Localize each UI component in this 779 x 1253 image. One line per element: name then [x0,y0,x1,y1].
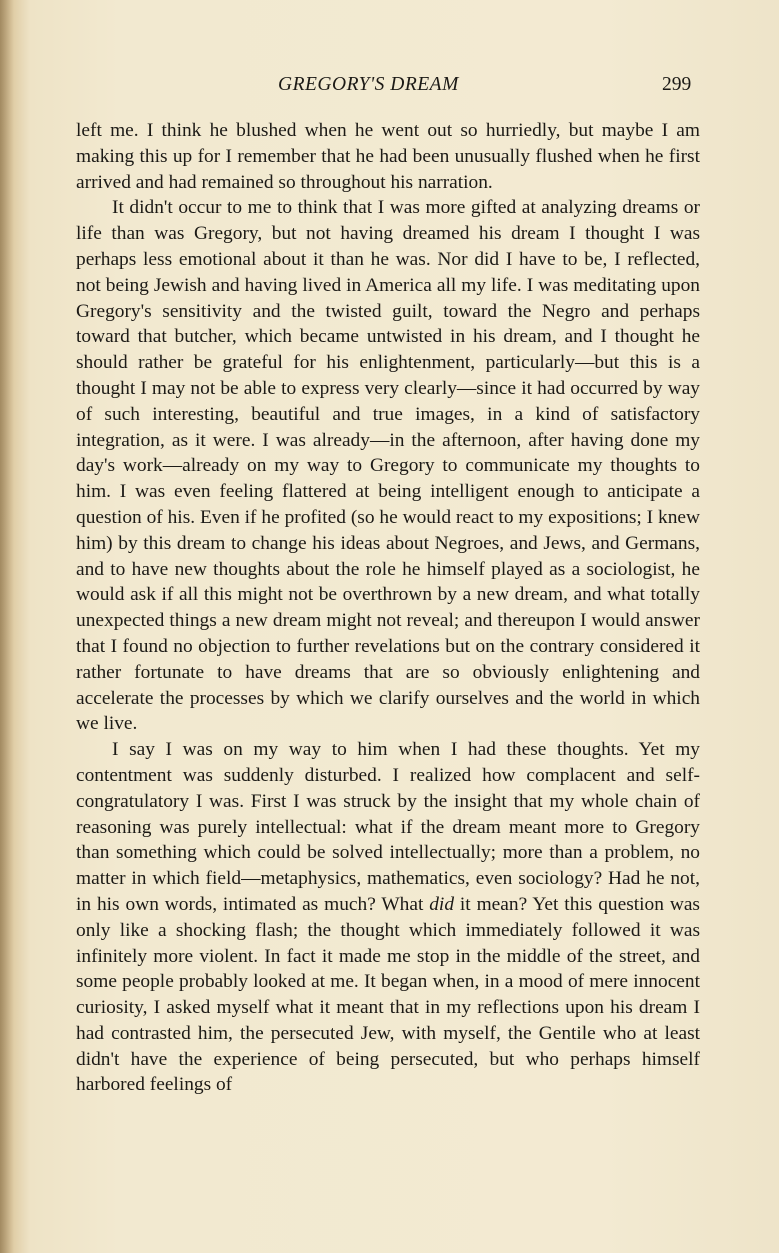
binding-gutter [0,0,14,1253]
paragraph-1: left me. I think he blushed when he went out so hurriedly, but maybe I am making this up for I remember that he had been unusually flushed when he first arrived and had remained so throughout his narration. [76,120,700,193]
paragraph-3 [76,737,700,1098]
paragraph-3-italic-word: did [429,893,455,915]
paragraph-3-text-b: it mean? Yet this question was only like a shocking flash; the thought which immediately followed it was infinitely more violent. In fact it made me stop in the middle of the street, and some people probably looked at me. It began when, in a mood of mere innocent curiosity, I asked myself what it meant that in my reflections upon his dream I had contrasted him, the persecuted Jew, with myself, the Gentile who at least didn't have the experience of being persecuted, but who perhaps himself harbored feelings of [76,893,700,1096]
paragraph-2: It didn't occur to me to think that I was more gifted at analyzing dreams or life than was Gregory, but not having dreamed his dream I thought I was perhaps less emotional about it than he was. Nor did I have to be, I reflected, not being Jewish and having lived in America all my life. I was meditating upon Gregory's sensitivity and the twisted guilt, toward the Negro and perhaps toward that butcher, which became untwisted in his dream, and I thought he should rather be grateful for his enlightenment, particularly—but this is a thought I may not be able to express very clearly—since it had occurred by way of such interesting, beautiful and true images, in a kind of satisfactory integration, as it were. I was already—in the afternoon, after having done my day's work—already on my way to Gregory to communicate my thoughts to him. I was even feeling flattered at being intelligent enough to anticipate a question of his. Even if he profited (so he would react to my expositions; I knew him) by this dream to change his ideas about Negroes, and Jews, and Germans, and to have new thoughts about the role he himself played as a sociologist, he would ask if all this might not be overthrown by a new dream, and what totally unexpected things a new dream might not reveal; and thereupon I would answer that I found no objection to further revelations but on the contrary considered it rather fortunate to have dreams that are so obviously enlightening and accelerate the processes by which we clarify ourselves and the world in which we live. [76,197,700,735]
body-text [76,118,700,1098]
paragraph-3-text-a: I say I was on my way to him when I had these thoughts. Yet my contentment was suddenly disturbed. I realized how complacent and self-congratulatory I was. First I was struck by the insight that my whole chain of reasoning was purely intellectual: what if the dream meant more to Gregory than something which could be solved intellectually; more than a problem, no matter in which field—metaphysics, mathematics, even sociology? Had he not, in his own words, intimated as much? What [76,739,700,915]
chapter-title: GREGORY'S DREAM [278,74,459,95]
running-head [0,74,779,104]
page-number: 299 [662,74,692,95]
